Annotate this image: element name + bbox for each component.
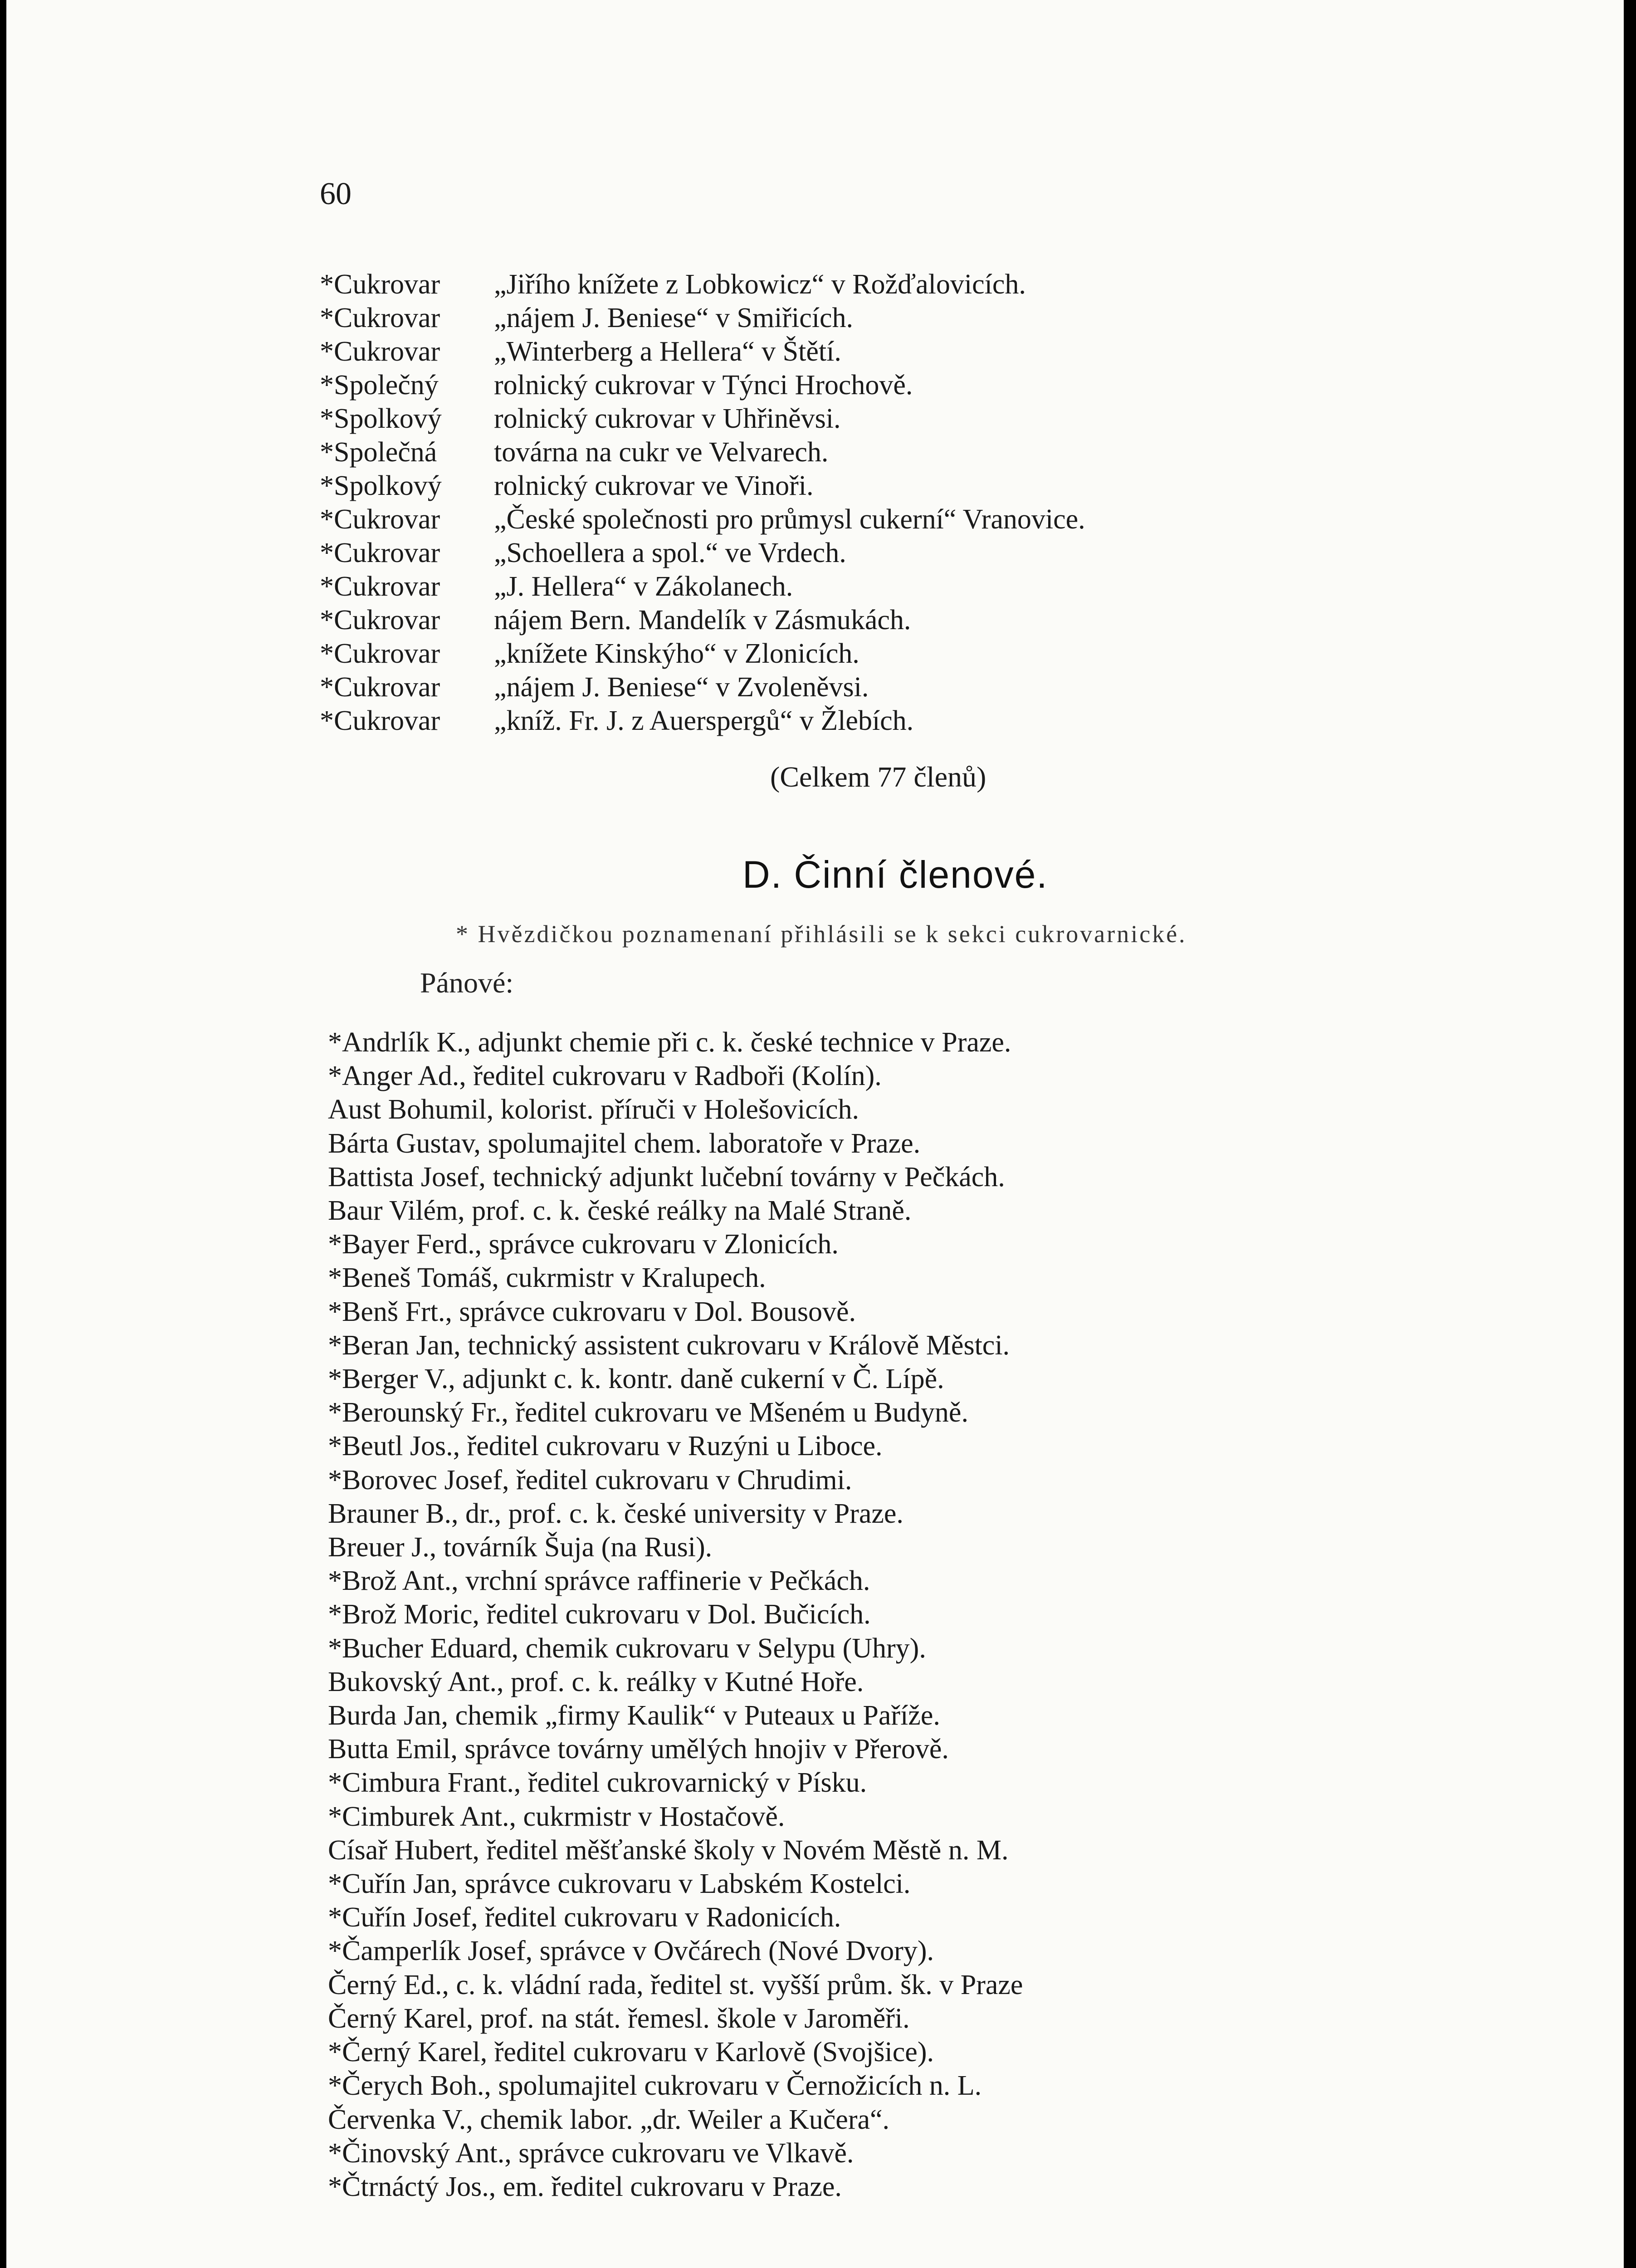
list-item: *Čerych Boh., spolumajitel cukrovaru v Černožicích n. L. — [328, 2070, 982, 2102]
list-item: Červenka V., chemik labor. „dr. Weiler a Kučera“. — [328, 2104, 890, 2135]
member-kind: *Spolkový — [320, 403, 442, 434]
list-item — [320, 469, 1085, 503]
member-kind: *Cukrovar — [320, 504, 440, 535]
active-members-list — [328, 1026, 1023, 2204]
member-total: (Celkem 77 členů) — [770, 761, 986, 793]
list-item: *Cuřín Jan, správce cukrovaru v Labském Kostelci. — [328, 1868, 911, 1900]
section-heading: D. Činní členové. — [742, 853, 1048, 896]
list-item: *Cuřín Josef, ředitel cukrovaru v Radonicích. — [328, 1902, 841, 1933]
member-text: továrna na cukr ve Velvarech. — [494, 437, 829, 468]
list-item — [320, 503, 1085, 536]
list-item: Bárta Gustav, spolumajitel chem. laboratoře v Praze. — [328, 1128, 921, 1159]
member-kind: *Společný — [320, 370, 439, 401]
list-item: Baur Vilém, prof. c. k. české reálky na Malé Straně. — [328, 1195, 912, 1227]
member-text: „knížete Kinskýho“ v Zlonicích. — [494, 638, 860, 669]
member-text: „Jiřího knížete z Lobkowicz“ v Rožďalovicích. — [494, 269, 1026, 300]
member-text: „Winterberg a Hellera“ v Štětí. — [494, 336, 841, 367]
list-item — [320, 268, 1085, 301]
list-item: *Čamperlík Josef, správce v Ovčárech (Nové Dvory). — [328, 1936, 934, 1967]
list-item — [320, 435, 1085, 469]
list-item: *Brož Moric, ředitel cukrovaru v Dol. Bučicích. — [328, 1599, 871, 1630]
list-item: *Berger V., adjunkt c. k. kontr. daně cukerní v Č. Lípě. — [328, 1364, 944, 1395]
list-item: *Benš Frt., správce cukrovaru v Dol. Bousově. — [328, 1296, 856, 1327]
member-text: „České společnosti pro průmysl cukerní“ Vranovice. — [494, 504, 1085, 535]
list-item — [320, 402, 1085, 435]
list-item: Aust Bohumil, kolorist. příruči v Holešovicích. — [328, 1094, 860, 1125]
list-item: Černý Karel, prof. na stát. řemesl. škole v Jaroměři. — [328, 2003, 910, 2034]
list-item: *Beran Jan, technický assistent cukrovaru v Králově Městci. — [328, 1330, 1010, 1361]
list-item — [320, 570, 1085, 603]
member-kind: *Cukrovar — [320, 571, 440, 602]
list-item: *Čtrnáctý Jos., em. ředitel cukrovaru v Praze. — [328, 2171, 842, 2202]
list-item: *Beneš Tomáš, cukrmistr v Kralupech. — [328, 1262, 766, 1294]
list-item: Bukovský Ant., prof. c. k. reálky v Kutné Hoře. — [328, 1666, 864, 1697]
member-kind: *Cukrovar — [320, 303, 440, 333]
corporate-members-list — [320, 268, 1085, 738]
list-item — [320, 637, 1085, 670]
member-kind: *Cukrovar — [320, 672, 440, 703]
member-kind: *Cukrovar — [320, 336, 440, 367]
scanned-page — [6, 0, 1624, 2268]
list-item: Černý Ed., c. k. vládní rada, ředitel st. vyšší prům. šk. v Praze — [328, 1969, 1023, 2000]
list-item: Císař Hubert, ředitel měšťanské školy v Novém Městě n. M. — [328, 1834, 1009, 1866]
list-item: *Berounský Fr., ředitel cukrovaru ve Mšeném u Budyně. — [328, 1397, 968, 1428]
list-item: *Borovec Josef, ředitel cukrovaru v Chrudimi. — [328, 1464, 852, 1496]
list-item: Battista Josef, technický adjunkt lučební továrny v Pečkách. — [328, 1161, 1005, 1193]
list-item: Breuer J., továrník Šuja (na Rusi). — [328, 1532, 713, 1563]
list-item: *Andrlík K., adjunkt chemie při c. k. české technice v Praze. — [328, 1027, 1011, 1058]
list-item: Butta Emil, správce továrny umělých hnojiv v Přerově. — [328, 1734, 949, 1765]
member-text: „kníž. Fr. J. z Auerspergů“ v Žlebích. — [494, 705, 914, 736]
list-item: *Činovský Ant., správce cukrovaru ve Vlkavě. — [328, 2137, 854, 2169]
list-item — [320, 536, 1085, 570]
list-item — [320, 670, 1085, 704]
list-item: *Bayer Ferd., správce cukrovaru v Zlonicích. — [328, 1229, 839, 1260]
member-text: rolnický cukrovar v Uhřiněvsi. — [494, 403, 841, 434]
list-item: *Černý Karel, ředitel cukrovaru v Karlově (Svojšice). — [328, 2037, 934, 2068]
member-text: „nájem J. Beniese“ v Smiřicích. — [494, 303, 853, 333]
page-number: 60 — [320, 176, 352, 211]
salutation: Pánové: — [420, 967, 514, 999]
list-item — [320, 704, 1085, 738]
member-text: rolnický cukrovar ve Vinoři. — [494, 470, 814, 501]
list-item: Brauner B., dr., prof. c. k. české university v Praze. — [328, 1498, 903, 1529]
member-text: „Schoellera a spol.“ ve Vrdech. — [494, 538, 846, 568]
member-kind: *Cukrovar — [320, 638, 440, 669]
member-text: rolnický cukrovar v Týnci Hrochově. — [494, 370, 913, 401]
list-item — [320, 603, 1085, 637]
list-item: *Brož Ant., vrchní správce raffinerie v Pečkách. — [328, 1565, 870, 1597]
member-text: „J. Hellera“ v Zákolanech. — [494, 571, 793, 602]
list-item: Burda Jan, chemik „firmy Kaulik“ v Puteaux u Paříže. — [328, 1700, 940, 1731]
member-kind: *Cukrovar — [320, 705, 440, 736]
member-kind: *Cukrovar — [320, 269, 440, 300]
asterisk-note: * Hvězdičkou poznamenaní přihlásili se k sekci cukrovarnické. — [456, 920, 1187, 948]
list-item — [320, 368, 1085, 402]
member-kind: *Cukrovar — [320, 605, 440, 635]
member-text: „nájem J. Beniese“ v Zvoleněvsi. — [494, 672, 869, 703]
member-kind: *Cukrovar — [320, 538, 440, 568]
member-kind: *Spolkový — [320, 470, 442, 501]
list-item: *Anger Ad., ředitel cukrovaru v Radboři (Kolín). — [328, 1061, 882, 1092]
list-item: *Bucher Eduard, chemik cukrovaru v Selypu (Uhry). — [328, 1633, 926, 1664]
list-item: *Beutl Jos., ředitel cukrovaru v Ruzýni u Liboce. — [328, 1431, 883, 1462]
list-item: *Cimburek Ant., cukrmistr v Hostačově. — [328, 1801, 785, 1832]
list-item: *Cimbura Frant., ředitel cukrovarnický v Písku. — [328, 1767, 867, 1799]
member-kind: *Společná — [320, 437, 437, 468]
member-text: nájem Bern. Mandelík v Zásmukách. — [494, 605, 911, 635]
list-item — [320, 301, 1085, 335]
list-item — [320, 335, 1085, 368]
